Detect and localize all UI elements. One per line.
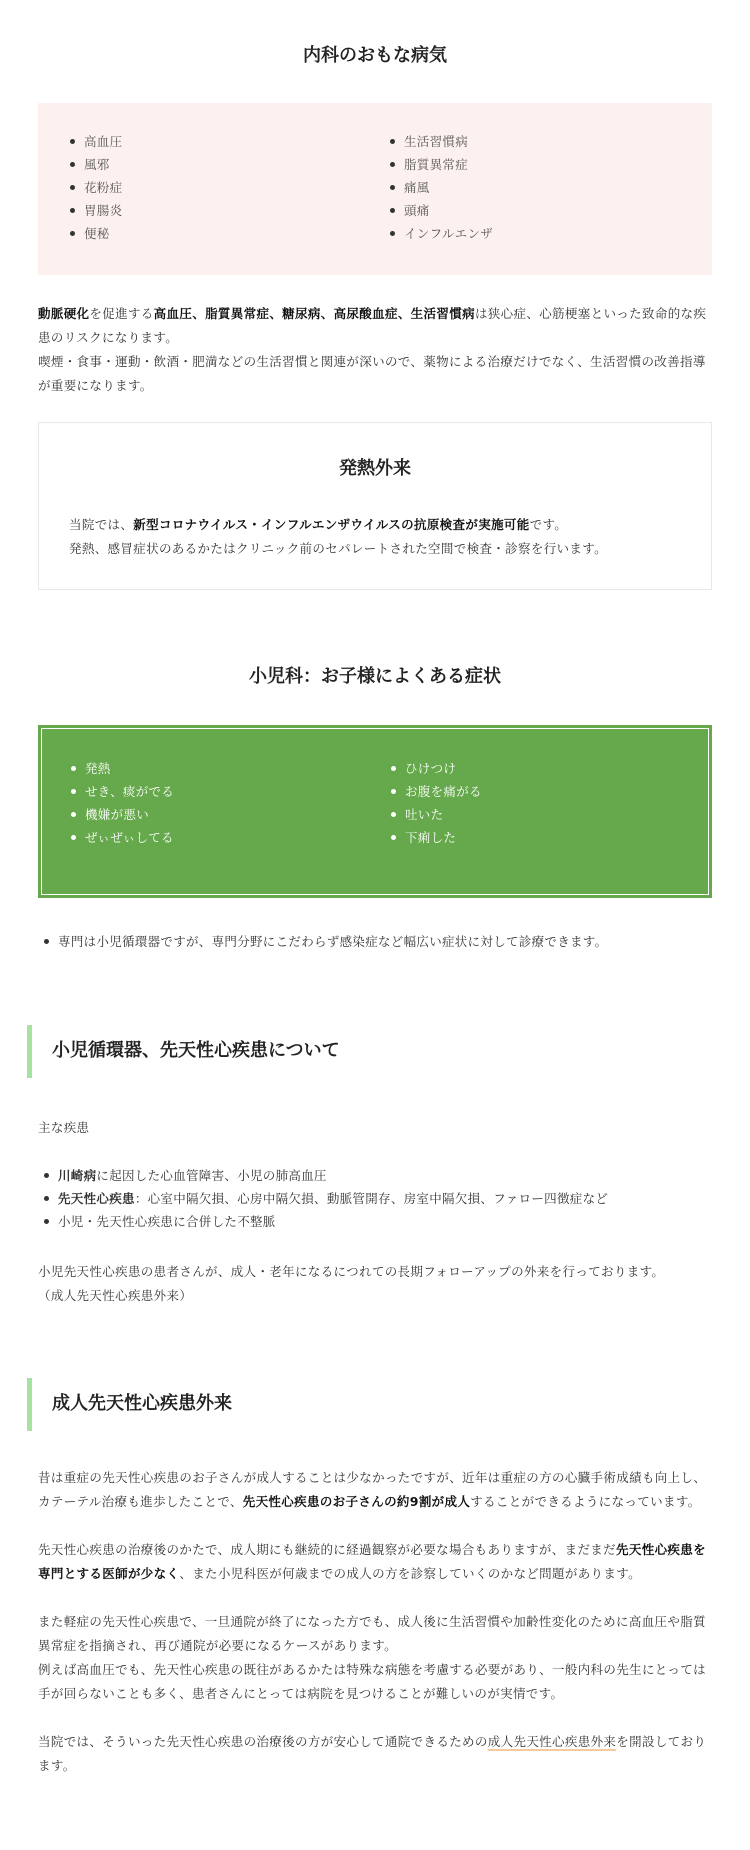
list-item: 機嫌が悪い bbox=[71, 803, 174, 826]
list-item: 痛風 bbox=[390, 176, 493, 199]
pediatric-symptom-list-right bbox=[391, 757, 482, 849]
section-accent-bar bbox=[27, 1025, 32, 1078]
pediatric-note-item: 専門は小児循環器ですが、専門分野にこだわらず感染症など幅広い症状に対して診療できます。 bbox=[44, 930, 712, 953]
list-item: 胃腸炎 bbox=[70, 199, 122, 222]
adult-chd-paragraph-3b: 例えば高血圧でも、先天性心疾患の既往があるかたは特殊な病態を考慮する必要があり、一般内科の先生にとっては手が回らないことも多く、患者さんにとっては病院を見つけることが難しいのが実情です。 bbox=[38, 1662, 706, 1701]
fever-clinic-heading: 発熱外来 bbox=[339, 458, 411, 479]
adult-chd-body bbox=[38, 1466, 712, 1778]
list-item: 風邪 bbox=[70, 153, 122, 176]
internal-disease-list-right bbox=[390, 130, 493, 245]
adult-chd-paragraph-4: 当院では、そういった先天性心疾患の治療後の方が安心して通院できるための成人先天性心疾患外来を開設しております。 bbox=[38, 1734, 707, 1773]
list-item: 小児・先天性心疾患に合併した不整脈 bbox=[44, 1210, 712, 1233]
cardio-intro: 主な疾患 bbox=[38, 1120, 90, 1135]
list-item: 川崎病に起因した心血管障害、小児の肺高血圧 bbox=[44, 1164, 712, 1187]
list-item: 先天性心疾患：心室中隔欠損、心房中隔欠損、動脈管開存、房室中隔欠損、ファロー四徴症など bbox=[44, 1187, 712, 1210]
list-item: 便秘 bbox=[70, 222, 122, 245]
cardio-followup-note: （成人先天性心疾患外来） bbox=[38, 1288, 193, 1303]
internal-disease-list-left bbox=[70, 130, 122, 245]
list-item: 吐いた bbox=[391, 803, 482, 826]
pediatric-note bbox=[44, 930, 712, 953]
cardio-followup-line: 小児先天性心疾患の患者さんが、成人・老年になるにつれての長期フォローアップの外来を行っております。 bbox=[38, 1264, 665, 1279]
list-item: 花粉症 bbox=[70, 176, 122, 199]
adult-chd-heading: 成人先天性心疾患外来 bbox=[52, 1393, 232, 1414]
adult-chd-paragraph-3a: また軽症の先天性心疾患で、一旦通院が終了になった方でも、成人後に生活習慣や加齢性変化のために高血圧や脂質異常症を指摘され、再び通院が必要になるケースがあります。 bbox=[38, 1614, 706, 1653]
pediatric-symptom-box bbox=[38, 725, 712, 898]
list-item: ひけつけ bbox=[391, 757, 482, 780]
internal-disease-box bbox=[38, 103, 712, 275]
list-item: 頭痛 bbox=[390, 199, 493, 222]
cardio-disease-list bbox=[44, 1164, 712, 1233]
section-accent-bar bbox=[27, 1378, 32, 1431]
fever-procedure-line: 発熱、感冒症状のあるかたはクリニック前のセパレートされた空間で検査・診察を行います。 bbox=[69, 541, 607, 556]
list-item: お腹を痛がる bbox=[391, 780, 482, 803]
fever-clinic-box bbox=[38, 422, 712, 590]
adult-chd-paragraph-1: 昔は重症の先天性心疾患のお子さんが成人することは少なかったですが、近年は重症の方の心臓手術成績も向上し、カテーテル治療も進歩したことで、先天性心疾患のお子さんの約9割が成人することができるようになっています。 bbox=[38, 1470, 707, 1509]
fever-test-line: 当院では、新型コロナウイルス・インフルエンザウイルスの抗原検査が実施可能です。 bbox=[69, 517, 568, 532]
internal-description bbox=[38, 302, 712, 398]
pediatric-symptom-list-left bbox=[71, 757, 174, 849]
adult-chd-paragraph-2: 先天性心疾患の治療後のかたで、成人期にも継続的に経過観察が必要な場合もありますが、まだまだ先天性心疾患を専門とする医師が少なく、また小児科医が何歳までの成人の方を診察していくのかなど問題があります。 bbox=[38, 1542, 706, 1581]
list-item: インフルエンザ bbox=[390, 222, 493, 245]
list-item: ぜぃぜぃしてる bbox=[71, 826, 174, 849]
internal-lifestyle-paragraph: 喫煙・食事・運動・飲酒・肥満などの生活習慣と関連が深いので、薬物による治療だけでなく、生活習慣の改善指導が重要になります。 bbox=[38, 354, 706, 393]
list-item: 発熱 bbox=[71, 757, 174, 780]
list-item: 脂質異常症 bbox=[390, 153, 493, 176]
fever-clinic-text bbox=[69, 513, 689, 561]
internal-risk-paragraph: 動脈硬化を促進する高血圧、脂質異常症、糖尿病、高尿酸血症、生活習慣病は狭心症、心筋梗塞といった致命的な疾患のリスクになります。 bbox=[38, 306, 707, 345]
list-item: 生活習慣病 bbox=[390, 130, 493, 153]
cardio-heading: 小児循環器、先天性心疾患について bbox=[52, 1040, 340, 1061]
cardio-followup-text bbox=[38, 1260, 712, 1308]
internal-medicine-heading: 内科のおもな病気 bbox=[303, 45, 447, 66]
list-item: 高血圧 bbox=[70, 130, 122, 153]
pediatrics-heading: 小児科：お子様によくある症状 bbox=[249, 666, 501, 687]
adult-chd-highlight: 成人先天性心疾患外来 bbox=[487, 1734, 617, 1749]
list-item: せき、痰がでる bbox=[71, 780, 174, 803]
list-item: 下痢した bbox=[391, 826, 482, 849]
